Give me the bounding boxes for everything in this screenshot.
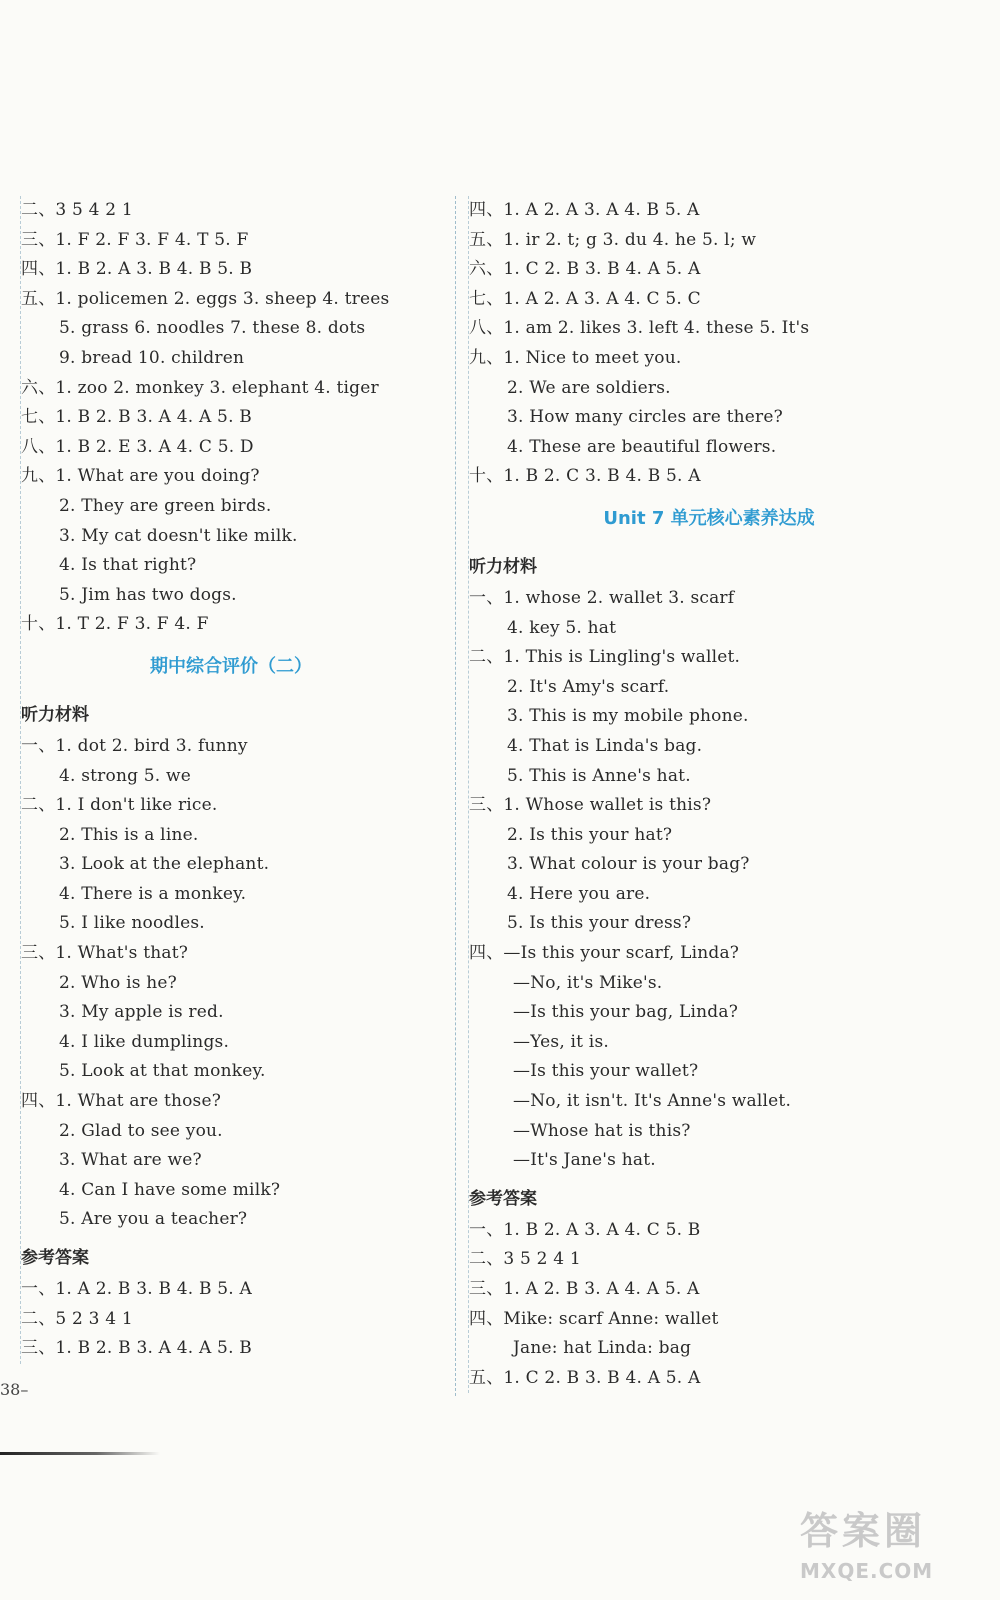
- answer-line: 一、1. A 2. B 3. B 4. B 5. A: [21, 1279, 252, 1299]
- answer-line: 3. What colour is your bag?: [507, 854, 750, 875]
- subsection-title: 听力材料: [469, 556, 537, 577]
- answer-line: 4. There is a monkey.: [59, 883, 247, 904]
- answer-line: 四、1. B 2. A 3. B 4. B 5. B: [21, 259, 253, 280]
- answer-line: 2. This is a line.: [59, 824, 199, 845]
- answer-line: 八、1. B 2. E 3. A 4. C 5. D: [21, 436, 254, 457]
- subsection-title: 参考答案: [469, 1188, 537, 1209]
- watermark-top: 答案圈: [800, 1509, 927, 1553]
- answer-line: 2. Glad to see you.: [59, 1120, 223, 1141]
- answer-line: 4. These are beautiful flowers.: [507, 436, 777, 457]
- answer-line: 八、1. am 2. likes 3. left 4. these 5. It's: [469, 318, 810, 339]
- answer-line: 三、1. F 2. F 3. F 4. T 5. F: [21, 229, 249, 250]
- answer-line: 六、1. zoo 2. monkey 3. elephant 4. tiger: [21, 377, 379, 398]
- answer-line: 九、1. What are you doing?: [21, 466, 260, 487]
- answer-line: 六、1. C 2. B 3. B 4. A 5. A: [469, 259, 701, 280]
- answer-line: 3. This is my mobile phone.: [507, 706, 749, 727]
- answer-line: 4. That is Linda's bag.: [507, 735, 703, 756]
- answer-line: 4. Can I have some milk?: [59, 1179, 281, 1200]
- answer-line: 5. Are you a teacher?: [59, 1209, 248, 1230]
- answer-line: 三、1. A 2. B 3. A 4. A 5. A: [469, 1279, 700, 1299]
- answer-line: —Yes, it is.: [513, 1031, 609, 1052]
- subsection-title: 听力材料: [21, 704, 89, 725]
- answer-line: 二、1. I don't like rice.: [21, 795, 218, 816]
- section-heading: Unit 7 单元核心素养达成: [603, 507, 815, 529]
- bottom-rule: [0, 1452, 160, 1455]
- column-divider: [455, 196, 456, 1396]
- answer-line: —It's Jane's hat.: [513, 1150, 656, 1171]
- answer-line: —Is this your bag, Linda?: [513, 1002, 739, 1023]
- answer-line: 5. Look at that monkey.: [59, 1061, 266, 1082]
- answer-line: 4. I like dumplings.: [59, 1031, 230, 1052]
- answer-line: 3. What are we?: [59, 1150, 202, 1171]
- answer-line: —No, it isn't. It's Anne's wallet.: [513, 1091, 792, 1112]
- answer-line: 三、1. B 2. B 3. A 4. A 5. B: [21, 1338, 252, 1359]
- answer-line: 5. This is Anne's hat.: [507, 765, 691, 786]
- answer-line: 5. Is this your dress?: [507, 913, 692, 934]
- answer-line: 二、5 2 3 4 1: [21, 1308, 133, 1329]
- answer-line: 二、3 5 2 4 1: [469, 1249, 581, 1270]
- page-number: 38–: [0, 1380, 29, 1399]
- answer-line: 九、1. Nice to meet you.: [469, 347, 682, 368]
- answer-line: 3. Look at the elephant.: [59, 854, 270, 875]
- answer-line: 一、1. whose 2. wallet 3. scarf: [469, 587, 735, 608]
- answer-line: 9. bread 10. children: [59, 347, 245, 368]
- answer-line: 5. I like noodles.: [59, 913, 205, 934]
- answer-line: 3. How many circles are there?: [507, 407, 783, 428]
- answer-line: 5. grass 6. noodles 7. these 8. dots: [59, 318, 366, 339]
- answer-line: 一、1. dot 2. bird 3. funny: [21, 735, 248, 756]
- answer-line: 4. Here you are.: [507, 883, 651, 904]
- answer-line: 十、1. B 2. C 3. B 4. B 5. A: [469, 466, 701, 487]
- answer-line: 七、1. A 2. A 3. A 4. C 5. C: [469, 288, 701, 309]
- answer-line: 三、1. Whose wallet is this?: [469, 795, 712, 816]
- answer-line: 四、—Is this your scarf, Linda?: [469, 943, 740, 964]
- left-column: [20, 196, 441, 1364]
- answer-line: 4. key 5. hat: [507, 617, 617, 638]
- answer-line: 2. We are soldiers.: [507, 377, 671, 398]
- answer-line: 一、1. B 2. A 3. A 4. C 5. B: [469, 1219, 701, 1240]
- watermark-bottom: MXQE.COM: [800, 1559, 934, 1583]
- answer-line: Jane: hat Linda: bag: [513, 1338, 692, 1359]
- subsection-title: 参考答案: [21, 1248, 89, 1268]
- answer-line: 十、1. T 2. F 3. F 4. F: [21, 614, 209, 635]
- answer-line: 四、1. A 2. A 3. A 4. B 5. A: [469, 200, 700, 220]
- answer-line: 2. They are green birds.: [59, 495, 272, 516]
- answer-line: 二、1. This is Lingling's wallet.: [469, 647, 741, 668]
- answer-line: 三、1. What's that?: [21, 943, 189, 964]
- answer-line: —Whose hat is this?: [513, 1120, 691, 1141]
- answer-line: 5. Jim has two dogs.: [59, 584, 237, 605]
- answer-line: 五、1. policemen 2. eggs 3. sheep 4. trees: [21, 288, 390, 309]
- right-column: [468, 196, 949, 1393]
- answer-line: 3. My apple is red.: [59, 1002, 224, 1023]
- watermark-logo: [800, 1500, 980, 1600]
- answer-line: 4. Is that right?: [59, 555, 197, 576]
- answer-line: 五、1. ir 2. t; g 3. du 4. he 5. l; w: [469, 229, 757, 250]
- answer-line: 2. Is this your hat?: [507, 824, 673, 845]
- answer-line: 4. strong 5. we: [59, 765, 192, 786]
- answer-line: 四、1. What are those?: [21, 1091, 222, 1112]
- answer-line: 二、3 5 4 2 1: [21, 200, 133, 220]
- answer-line: 七、1. B 2. B 3. A 4. A 5. B: [21, 407, 252, 428]
- answer-line: 四、Mike: scarf Anne: wallet: [469, 1308, 719, 1329]
- answer-line: —Is this your wallet?: [513, 1061, 699, 1082]
- answer-line: 五、1. C 2. B 3. B 4. A 5. A: [469, 1367, 701, 1388]
- answer-line: —No, it's Mike's.: [513, 972, 663, 993]
- section-heading: 期中综合评价（二）: [150, 655, 312, 677]
- answer-line: 3. My cat doesn't like milk.: [59, 525, 298, 546]
- answer-line: 2. It's Amy's scarf.: [507, 676, 670, 697]
- answer-line: 2. Who is he?: [59, 972, 177, 993]
